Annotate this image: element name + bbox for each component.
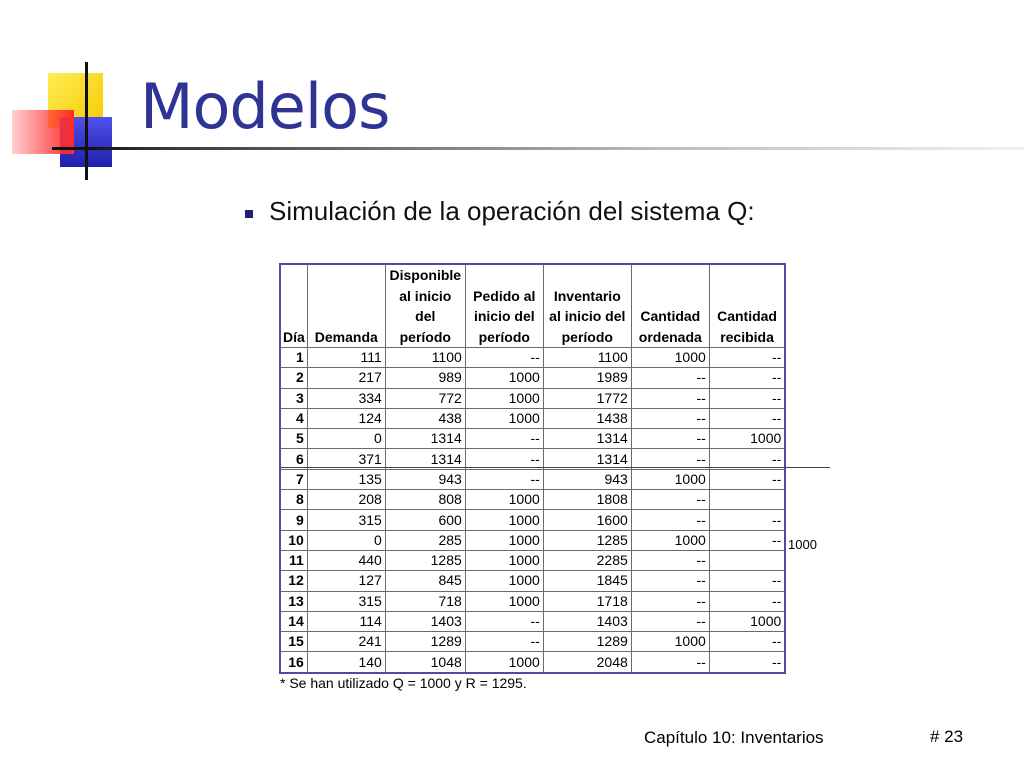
table-cell: 1289	[385, 632, 465, 652]
table-cell: 1100	[543, 348, 631, 368]
table-cell: --	[465, 449, 543, 469]
table-cell: --	[709, 591, 785, 611]
table-cell: --	[709, 530, 785, 550]
table-cell: --	[631, 652, 709, 673]
table-cell: 845	[385, 571, 465, 591]
day-cell: 11	[280, 550, 307, 570]
table-cell: 1289	[543, 632, 631, 652]
day-cell: 1	[280, 348, 307, 368]
table-cell	[709, 550, 785, 570]
table-cell: 1000	[465, 530, 543, 550]
table-cell: 1438	[543, 408, 631, 428]
column-header	[709, 264, 785, 348]
table-cell: 1000	[465, 571, 543, 591]
table-cell: 2285	[543, 550, 631, 570]
column-header-line: inicio del	[473, 308, 535, 324]
day-cell: 10	[280, 530, 307, 550]
table-cell: --	[631, 368, 709, 388]
table-cell: --	[709, 449, 785, 469]
column-header-line: al inicio del	[549, 308, 626, 324]
table-cell: 440	[307, 550, 385, 570]
table-cell: 1314	[543, 429, 631, 449]
table-cell: 1000	[465, 490, 543, 510]
table-cell: 1285	[385, 550, 465, 570]
table-cell: 1314	[543, 449, 631, 469]
column-header	[465, 264, 543, 348]
table-cell: --	[465, 469, 543, 489]
stray-cell-value: 1000	[788, 537, 817, 552]
table-row	[280, 388, 785, 408]
table-body	[280, 348, 785, 673]
table-cell: 124	[307, 408, 385, 428]
table-cell: 285	[385, 530, 465, 550]
column-header	[631, 264, 709, 348]
table-cell: 217	[307, 368, 385, 388]
table-header	[280, 264, 785, 348]
table-cell: 1000	[631, 632, 709, 652]
table-cell: 0	[307, 530, 385, 550]
table-cell: --	[709, 652, 785, 673]
table-cell: 1000	[709, 611, 785, 631]
day-cell: 6	[280, 449, 307, 469]
bullet-text: Simulación de la operación del sistema Q:	[269, 196, 755, 226]
title-underline	[52, 147, 1024, 150]
column-header-line: Disponible	[389, 267, 462, 283]
table-cell: --	[631, 449, 709, 469]
table-cell: 1314	[385, 429, 465, 449]
table-cell: 1100	[385, 348, 465, 368]
table-cell: --	[631, 510, 709, 530]
day-cell: 16	[280, 652, 307, 673]
table-row	[280, 469, 785, 489]
column-header-line: período	[561, 328, 613, 345]
table-cell: --	[631, 429, 709, 449]
table-row	[280, 571, 785, 591]
table-cell: 808	[385, 490, 465, 510]
table-row	[280, 490, 785, 510]
table-cell: 1000	[631, 469, 709, 489]
table-cell: --	[709, 388, 785, 408]
table-cell: 1772	[543, 388, 631, 408]
table-cell: 1000	[709, 429, 785, 449]
table-row	[280, 611, 785, 631]
slide-title: Modelos	[140, 70, 390, 143]
table-cell: 208	[307, 490, 385, 510]
column-header-line: período	[478, 328, 530, 345]
table-cell: --	[631, 591, 709, 611]
table-cell: 1000	[465, 591, 543, 611]
table-cell: 989	[385, 368, 465, 388]
table-cell: 114	[307, 611, 385, 631]
table-row	[280, 632, 785, 652]
table-cell: 1285	[543, 530, 631, 550]
table-cell: --	[465, 611, 543, 631]
table-cell: 1000	[465, 652, 543, 673]
slide-logo-decoration	[0, 0, 150, 190]
table-cell: --	[709, 368, 785, 388]
column-header-line: del período	[399, 308, 451, 345]
day-cell: 8	[280, 490, 307, 510]
day-cell: 13	[280, 591, 307, 611]
page-number: # 23	[930, 727, 964, 746]
table-cell: --	[709, 469, 785, 489]
chapter-footer: Capítulo 10: Inventarios	[644, 728, 824, 747]
table-cell: --	[631, 550, 709, 570]
table-row	[280, 408, 785, 428]
table-cell: 2048	[543, 652, 631, 673]
table-cell: 1000	[631, 348, 709, 368]
table-cell: --	[631, 571, 709, 591]
table-cell: 127	[307, 571, 385, 591]
table-row	[280, 591, 785, 611]
table-cell: --	[631, 408, 709, 428]
table-cell: --	[631, 388, 709, 408]
column-header-line: recibida	[720, 328, 774, 345]
table-cell: --	[709, 408, 785, 428]
column-header-line: ordenada	[638, 328, 702, 345]
bullet-square-icon	[245, 210, 253, 218]
table-cell: --	[465, 632, 543, 652]
table-cell: --	[631, 611, 709, 631]
table-cell: --	[709, 571, 785, 591]
table-cell: 600	[385, 510, 465, 530]
table-cell: 140	[307, 652, 385, 673]
day-cell: 3	[280, 388, 307, 408]
table-header-row	[280, 264, 785, 348]
table-cell: 1845	[543, 571, 631, 591]
table-cell	[709, 490, 785, 510]
table-cell: 315	[307, 591, 385, 611]
table-cell: --	[709, 510, 785, 530]
table-row	[280, 530, 785, 550]
table-cell: 241	[307, 632, 385, 652]
table-row	[280, 550, 785, 570]
table-cell: --	[465, 348, 543, 368]
bullet-item	[245, 196, 755, 227]
table-cell: 943	[543, 469, 631, 489]
day-cell: 9	[280, 510, 307, 530]
table-cell: 1314	[385, 449, 465, 469]
table-cell: 1600	[543, 510, 631, 530]
table-cell: --	[631, 490, 709, 510]
day-cell: 5	[280, 429, 307, 449]
table-cell: --	[465, 429, 543, 449]
column-header	[385, 264, 465, 348]
day-cell: 12	[280, 571, 307, 591]
day-cell: 2	[280, 368, 307, 388]
column-header-line: Inventario	[553, 287, 621, 304]
table-row	[280, 652, 785, 673]
column-header	[280, 264, 307, 348]
table-cell: --	[709, 632, 785, 652]
column-header	[543, 264, 631, 348]
column-header-line: Pedido al	[473, 287, 536, 304]
table-cell: 1048	[385, 652, 465, 673]
table-row	[280, 348, 785, 368]
day-cell: 15	[280, 632, 307, 652]
table-cell: 718	[385, 591, 465, 611]
table-cell: --	[709, 348, 785, 368]
table-row	[280, 429, 785, 449]
simulation-table	[279, 263, 786, 674]
day-cell: 14	[280, 611, 307, 631]
table-cell: 371	[307, 449, 385, 469]
table-cell: 1000	[465, 368, 543, 388]
table-cell: 0	[307, 429, 385, 449]
table-cell: 1808	[543, 490, 631, 510]
footnote: * Se han utilizado Q = 1000 y R = 1295.	[280, 675, 527, 691]
column-header-line: Demanda	[314, 328, 378, 345]
table-cell: 1718	[543, 591, 631, 611]
table-cell: 135	[307, 469, 385, 489]
table-row	[280, 368, 785, 388]
table-cell: 1000	[465, 408, 543, 428]
table-cell: 772	[385, 388, 465, 408]
table-cell: 1000	[465, 550, 543, 570]
logo-vertical-line	[85, 62, 88, 180]
table-cell: 1403	[385, 611, 465, 631]
table-cell: 315	[307, 510, 385, 530]
table-cell: 438	[385, 408, 465, 428]
day-cell: 7	[280, 469, 307, 489]
column-header-line: al inicio	[399, 287, 452, 304]
table-cell: 1000	[465, 510, 543, 530]
table-cell: 943	[385, 469, 465, 489]
column-header	[307, 264, 385, 348]
table-cell: 1989	[543, 368, 631, 388]
column-header-line: Día	[283, 328, 305, 345]
stray-rule-line	[281, 467, 830, 468]
table-cell: 1403	[543, 611, 631, 631]
day-cell: 4	[280, 408, 307, 428]
table-row	[280, 510, 785, 530]
column-header-line: Cantidad	[640, 308, 701, 324]
table-cell: 334	[307, 388, 385, 408]
column-header-line: Cantidad	[717, 308, 777, 324]
table-cell: 111	[307, 348, 385, 368]
table-cell: 1000	[631, 530, 709, 550]
table-cell: 1000	[465, 388, 543, 408]
